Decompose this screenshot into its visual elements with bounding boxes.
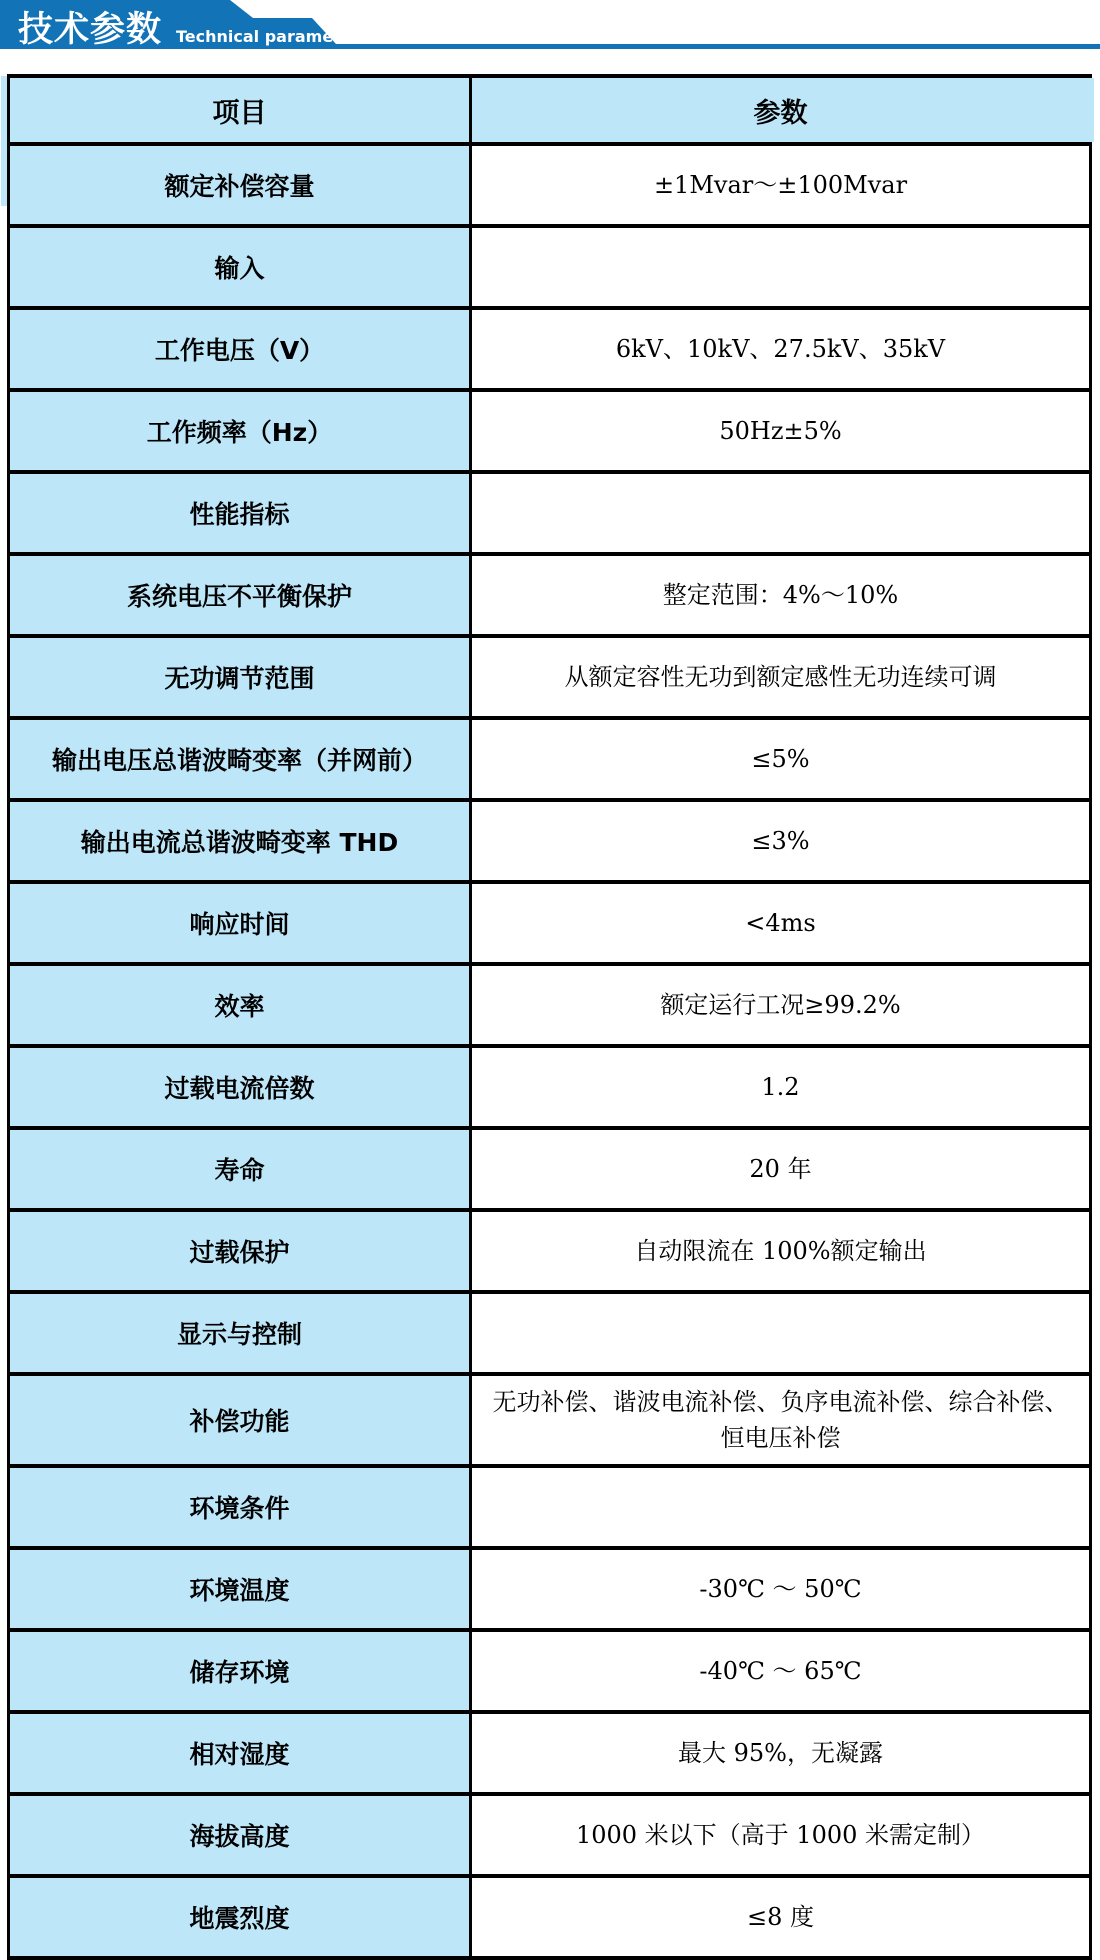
value-cell: 1.2 (471, 1046, 1091, 1128)
item-cell: 地震烈度 (9, 1876, 471, 1958)
table-edge-tint-right (1087, 78, 1094, 142)
item-cell: 系统电压不平衡保护 (9, 554, 471, 636)
value-cell: 无功补偿、谐波电流补偿、负序电流补偿、综合补偿、恒电压补偿 (471, 1374, 1091, 1466)
value-cell: -40℃ ～ 65℃ (471, 1630, 1091, 1712)
value-cell: ≤5% (471, 718, 1091, 800)
table-row (9, 144, 1091, 226)
header-banner (0, 0, 1100, 49)
value-cell (471, 1466, 1091, 1548)
table-row (9, 718, 1091, 800)
item-cell: 相对湿度 (9, 1712, 471, 1794)
table-row (9, 308, 1091, 390)
table-row (9, 1128, 1091, 1210)
value-cell: 1000 米以下（高于 1000 米需定制） (471, 1794, 1091, 1876)
value-cell: 6kV、10kV、27.5kV、35kV (471, 308, 1091, 390)
item-cell: 过载电流倍数 (9, 1046, 471, 1128)
banner-shape-svg (0, 0, 1100, 49)
value-cell (471, 226, 1091, 308)
item-cell: 输入 (9, 226, 471, 308)
table-row (9, 964, 1091, 1046)
table-row (9, 226, 1091, 308)
item-cell: 储存环境 (9, 1630, 471, 1712)
item-cell: 输出电流总谐波畸变率 THD (9, 800, 471, 882)
table-row (9, 1876, 1091, 1958)
table-row (9, 1630, 1091, 1712)
item-cell: 补偿功能 (9, 1374, 471, 1466)
item-cell: 显示与控制 (9, 1292, 471, 1374)
value-cell (471, 1292, 1091, 1374)
table-row (9, 1210, 1091, 1292)
value-cell: 最大 95%，无凝露 (471, 1712, 1091, 1794)
column-header-item: 项目 (9, 76, 471, 144)
column-header-parameter: 参数 (471, 76, 1091, 144)
item-cell: 输出电压总谐波畸变率（并网前） (9, 718, 471, 800)
value-cell: 20 年 (471, 1128, 1091, 1210)
table-row (9, 1046, 1091, 1128)
table-row (9, 1466, 1091, 1548)
item-cell: 工作频率（Hz） (9, 390, 471, 472)
item-cell: 寿命 (9, 1128, 471, 1210)
banner-shape (0, 0, 1100, 49)
value-cell: ≤3% (471, 800, 1091, 882)
value-cell (471, 472, 1091, 554)
page-subtitle: Technical parameter (176, 27, 360, 46)
item-cell: 环境温度 (9, 1548, 471, 1630)
item-cell: 无功调节范围 (9, 636, 471, 718)
value-cell: <4ms (471, 882, 1091, 964)
table-row (9, 882, 1091, 964)
table-edge-tint-left (1, 76, 7, 206)
page-title: 技术参数 (18, 10, 163, 50)
table-row (9, 636, 1091, 718)
table-row (9, 1548, 1091, 1630)
technical-parameters-table (7, 74, 1092, 1960)
value-cell: 50Hz±5% (471, 390, 1091, 472)
value-cell: 额定运行工况≥99.2% (471, 964, 1091, 1046)
item-cell: 工作电压（V） (9, 308, 471, 390)
value-cell: 整定范围：4%～10% (471, 554, 1091, 636)
table-row (9, 1374, 1091, 1466)
item-cell: 海拔高度 (9, 1794, 471, 1876)
table-row (9, 1794, 1091, 1876)
value-cell: 自动限流在 100%额定输出 (471, 1210, 1091, 1292)
table-body (9, 144, 1091, 1958)
value-cell: ±1Mvar～±100Mvar (471, 144, 1091, 226)
item-cell: 响应时间 (9, 882, 471, 964)
item-cell: 效率 (9, 964, 471, 1046)
table-row (9, 472, 1091, 554)
value-cell: 从额定容性无功到额定感性无功连续可调 (471, 636, 1091, 718)
table-row (9, 390, 1091, 472)
table-row (9, 554, 1091, 636)
value-cell: ≤8 度 (471, 1876, 1091, 1958)
item-cell: 过载保护 (9, 1210, 471, 1292)
item-cell: 环境条件 (9, 1466, 471, 1548)
table-row (9, 1712, 1091, 1794)
table-row (9, 1292, 1091, 1374)
value-cell: -30℃ ～ 50℃ (471, 1548, 1091, 1630)
item-cell: 性能指标 (9, 472, 471, 554)
item-cell: 额定补偿容量 (9, 144, 471, 226)
table-row (9, 800, 1091, 882)
table-header-row (9, 76, 1091, 144)
